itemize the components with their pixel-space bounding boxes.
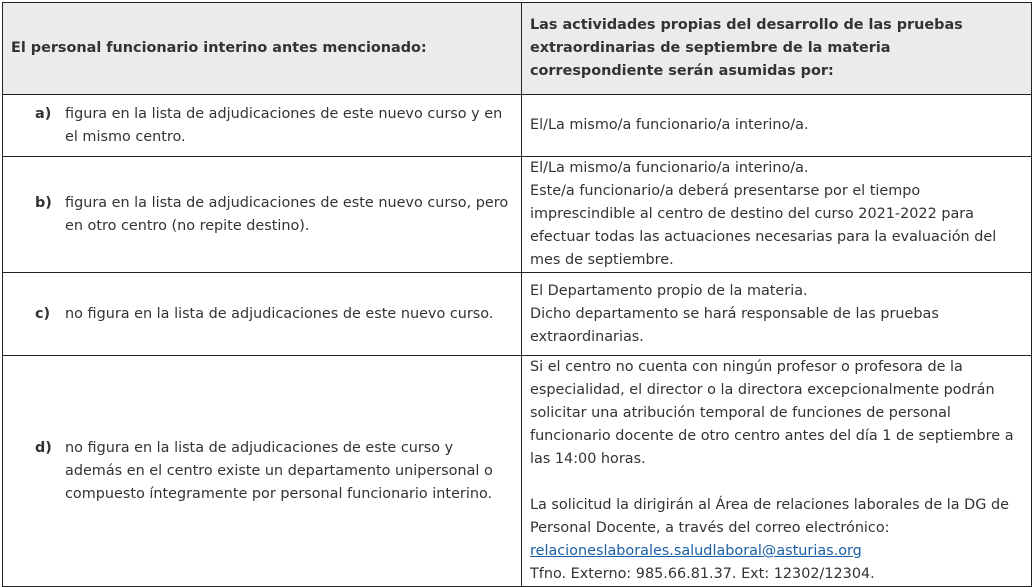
condition-text: figura en la lista de adjudicaciones de este nuevo curso y en el mismo centro. <box>65 105 503 145</box>
result-cell <box>522 356 1032 587</box>
condition-text: figura en la lista de adjudicaciones de este nuevo curso, pero en otro centro (no repite destino). <box>65 194 509 234</box>
email-link[interactable]: relacioneslaborales.saludlaboral@asturias.org <box>530 543 862 559</box>
result-text: El/La mismo/a funcionario/a interino/a. <box>530 117 809 133</box>
result-text: La solicitud la dirigirán al Área de relaciones laborales de la DG de Personal Docente, a través del correo electrónico: <box>530 497 1009 536</box>
result-text: Dicho departamento se hará responsable de las pruebas extraordinarias. <box>530 305 939 345</box>
condition-text: no figura en la lista de adjudicaciones de este curso y además en el centro existe un departamento unipersonal o compuesto íntegramente por personal funcionario interino. <box>65 439 493 502</box>
header-activities: Las actividades propias del desarrollo de las pruebas extraordinarias de septiembre de la materia correspondiente serán asumidas por: <box>522 3 1032 95</box>
condition-cell <box>3 95 522 157</box>
condition-text: no figura en la lista de adjudicaciones de este nuevo curso. <box>65 305 494 322</box>
phone-text: Tfno. Externo: 985.66.81.37. Ext: 12302/12304. <box>530 566 875 582</box>
result-text: Este/a funcionario/a deberá presentarse por el tiempo imprescindible al centro de destino del curso 2021-2022 para efectuar todas las actuaciones necesarias para la evaluación del mes de septiembre. <box>530 183 997 268</box>
table-row <box>3 157 1032 273</box>
condition-cell <box>3 356 522 587</box>
result-text: Si el centro no cuenta con ningún profesor o profesora de la especialidad, el director o la directora excepcionalmente podrán solicitar una atribución temporal de funciones de personal funcionario docente de otro centro antes del día 1 de septiembre a las 14:00 horas. <box>530 359 1014 467</box>
result-cell <box>522 95 1032 157</box>
assignment-table <box>2 2 1032 587</box>
table-header-row <box>3 3 1032 95</box>
table-row <box>3 95 1032 157</box>
table-row <box>3 273 1032 356</box>
row-letter: a) <box>35 105 52 122</box>
result-cell <box>522 273 1032 356</box>
result-text: El Departamento propio de la materia. <box>530 282 808 299</box>
result-text: El/La mismo/a funcionario/a interino/a. <box>530 160 809 176</box>
row-letter: b) <box>35 194 52 211</box>
row-letter: d) <box>35 439 52 456</box>
table-row <box>3 356 1032 587</box>
condition-cell <box>3 157 522 273</box>
row-letter: c) <box>35 305 51 322</box>
condition-cell <box>3 273 522 356</box>
header-personnel: El personal funcionario interino antes mencionado: <box>3 3 522 95</box>
result-cell <box>522 157 1032 273</box>
